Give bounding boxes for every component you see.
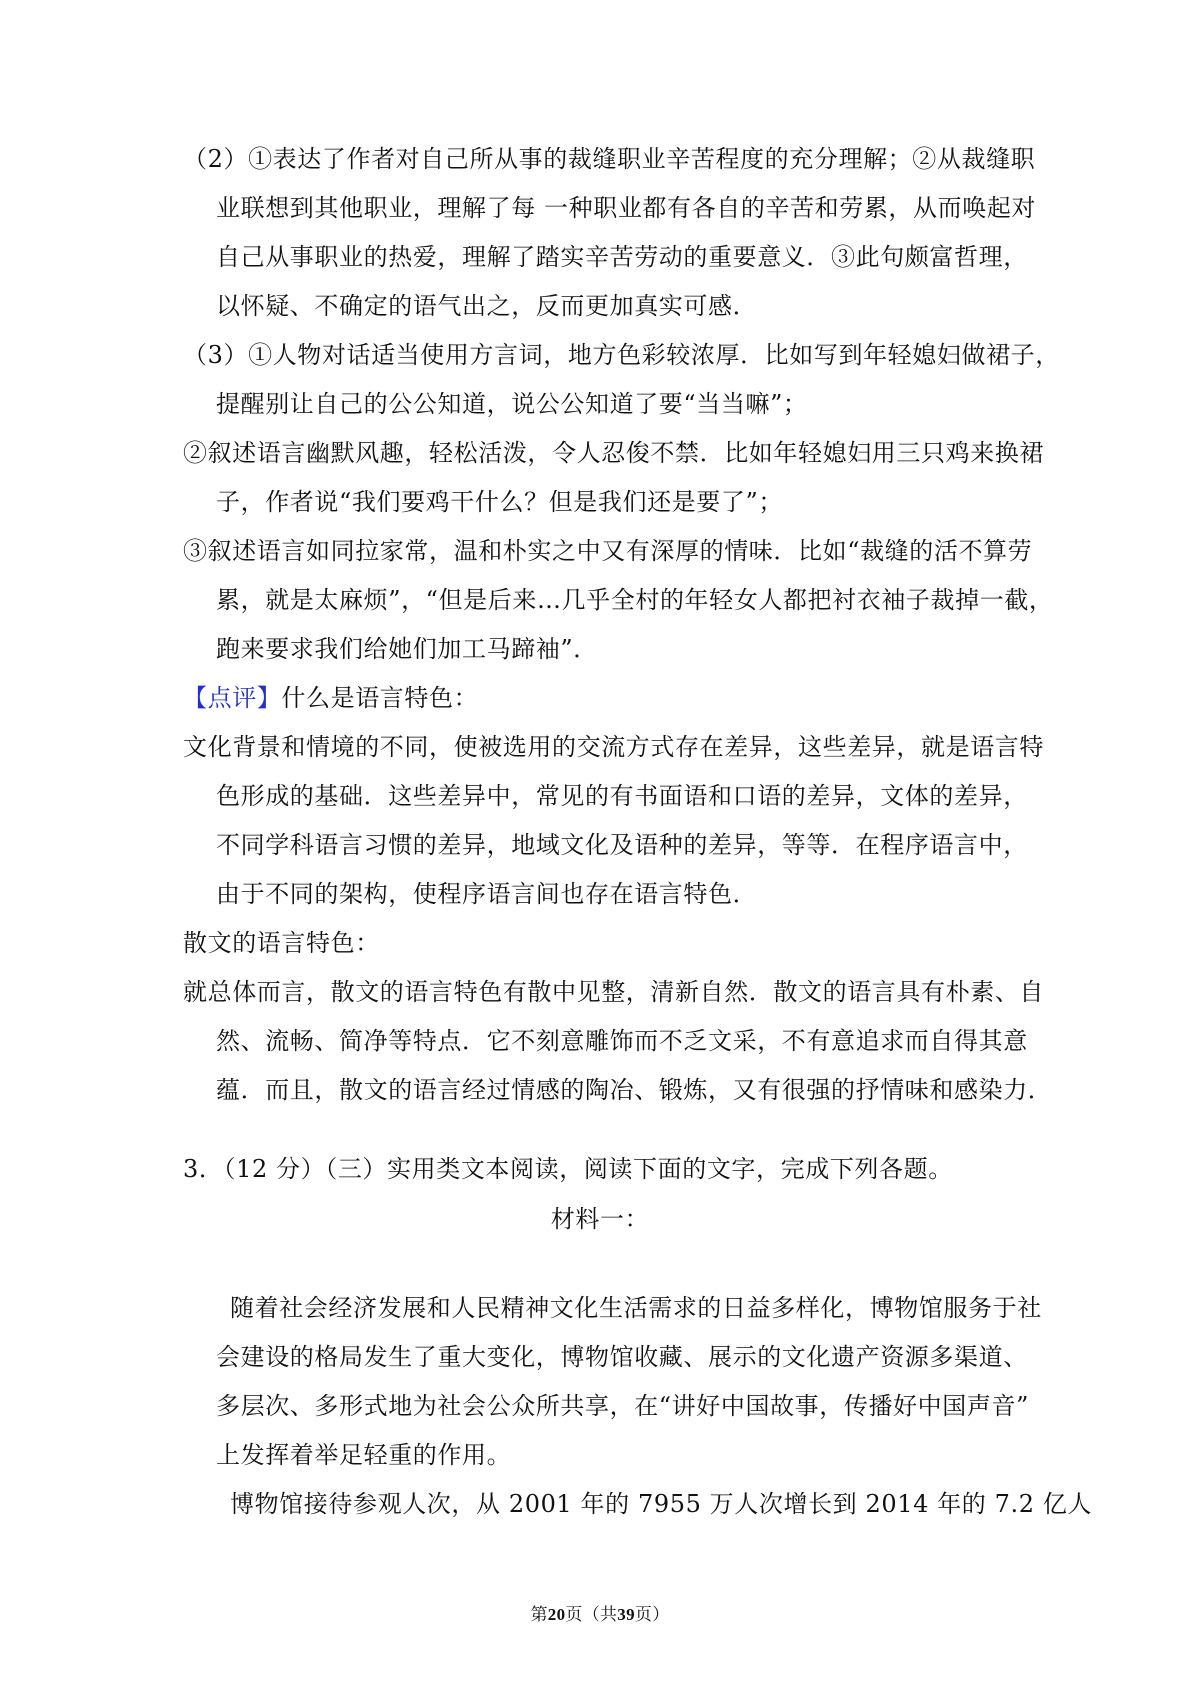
- answer-2-line-2: 业联想到其他职业，理解了每 一种职业都有各自的辛苦和劳累，从而唤起对: [216, 194, 1037, 222]
- commentary-tag: 【点评】: [183, 684, 282, 712]
- question-3-heading: 3．（12 分）（三）实用类文本阅读，阅读下面的文字，完成下列各题。: [183, 1155, 953, 1183]
- commentary-line-3: 不同学科语言习惯的差异，地域文化及语种的差异，等等．在程序语言中，: [216, 831, 1028, 859]
- footer-prefix: 第: [530, 1605, 548, 1625]
- answer-3-line-3: ②叙述语言幽默风趣，轻松活泼，令人忍俊不禁．比如年轻媳妇用三只鸡来换裙: [183, 439, 1044, 467]
- footer-total-pages: 39: [617, 1605, 635, 1624]
- commentary-line-5: 散文的语言特色：: [183, 929, 380, 957]
- answer-2-line-4: 以怀疑、不确定的语气出之，反而更加真实可感．: [216, 292, 758, 320]
- material-paragraph-line-4: 上发挥着举足轻重的作用。: [216, 1441, 512, 1469]
- answer-2-line-1: （2）①表达了作者对自己所从事的裁缝职业辛苦程度的充分理解；②从裁缝职: [183, 145, 1036, 173]
- material-paragraph-line-2: 会建设的格局发生了重大变化，博物馆收藏、展示的文化遗产资源多渠道、: [216, 1343, 1028, 1371]
- commentary-line-6: 就总体而言，散文的语言特色有散中见整，清新自然．散文的语言具有朴素、自: [183, 978, 1044, 1006]
- answer-3-line-2: 提醒别让自己的公公知道，说公公知道了要“当当嘛”；: [216, 390, 808, 418]
- commentary-intro: 什么是语言特色：: [281, 684, 479, 712]
- answer-2-line-3: 自己从事职业的热爱，理解了踏实辛苦劳动的重要意义．③此句颇富哲理，: [216, 243, 1028, 271]
- answer-3-line-5: ③叙述语言如同拉家常，温和朴实之中又有深厚的情味．比如“裁缝的活不算劳: [183, 537, 1033, 565]
- footer-middle: 页（共: [565, 1605, 618, 1625]
- page-footer: [0, 1603, 1200, 1627]
- commentary-line-8: 蕴．而且，散文的语言经过情感的陶冶、锻炼，又有很强的抒情味和感染力．: [216, 1076, 1053, 1104]
- footer-suffix: 页）: [634, 1605, 670, 1625]
- answer-3-line-6: 累，就是太麻烦”，“但是后来…几乎全村的年轻女人都把衬衣袖子裁掉一截，: [216, 586, 1054, 614]
- commentary-line-7: 然、流畅、简净等特点．它不刻意雕饰而不乏文采，不有意追求而自得其意: [216, 1027, 1028, 1055]
- commentary-line-1: 文化背景和情境的不同，使被选用的交流方式存在差异，这些差异，就是语言特: [183, 733, 1044, 761]
- commentary-line-4: 由于不同的架构，使程序语言间也存在语言特色．: [216, 880, 758, 908]
- answer-3-line-4: 子，作者说“我们要鸡干什么？但是我们还是要了”；: [216, 488, 783, 516]
- answer-3-line-7: 跑来要求我们给她们加工马蹄袖”．: [216, 635, 598, 663]
- answer-3-line-1: （3）①人物对话适当使用方言词，地方色彩较浓厚．比如写到年轻媳妇做裙子，: [183, 341, 1060, 369]
- material-title: 材料一：: [550, 1205, 650, 1233]
- commentary-line-2: 色形成的基础．这些差异中，常见的有书面语和口语的差异，文体的差异，: [216, 782, 1028, 810]
- material-paragraph-line-3: 多层次、多形式地为社会公众所共享，在“讲好中国故事，传播好中国声音”: [216, 1392, 1029, 1420]
- material-paragraph-line-5: 博物馆接待参观人次，从 2001 年的 7955 万人次增长到 2014 年的 7.2 亿人: [230, 1490, 1093, 1518]
- footer-current-page: 20: [547, 1605, 566, 1624]
- commentary-heading: [183, 682, 478, 714]
- material-paragraph-line-1: 随着社会经济发展和人民精神文化生活需求的日益多样化，博物馆服务于社: [230, 1294, 1042, 1322]
